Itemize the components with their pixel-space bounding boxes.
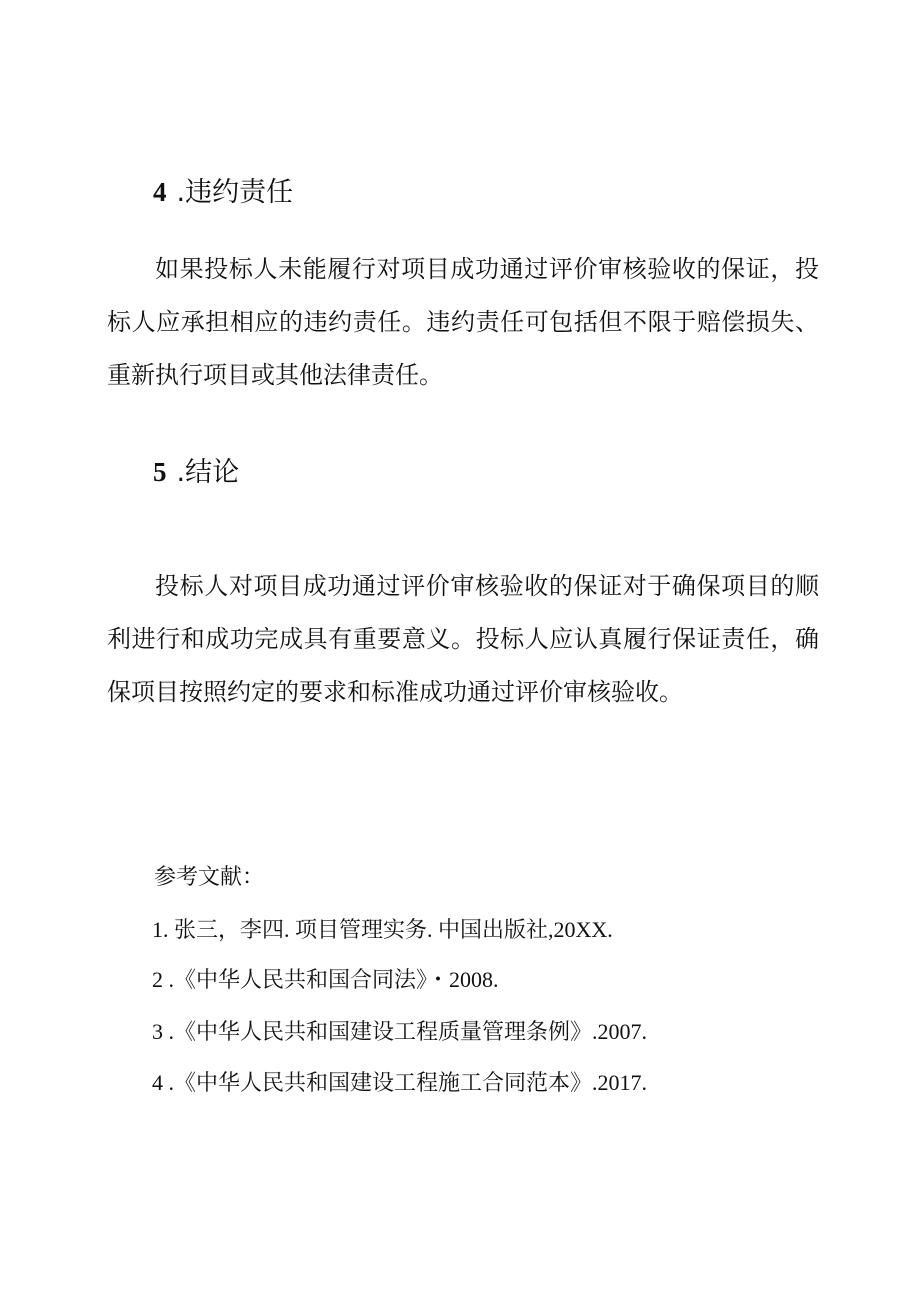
reference-item-4: 4 .《中华人民共和国建设工程施工合同范本》.2017. [152, 1070, 648, 1095]
section-5-paragraph: 投标人对项目成功通过评价审核验收的保证对于确保项目的顺利进行和成功完成具有重要意义。投标人应认真履行保证责任，确保项目按照约定的要求和标准成功通过评价审核验收。 [107, 572, 819, 706]
section-5-number: 5 [153, 457, 167, 487]
section-5-heading [153, 455, 239, 490]
reference-item-3: 3 .《中华人民共和国建设工程质量管理条例》.2007. [152, 1019, 648, 1044]
section-4-title: .违约责任 [176, 177, 294, 208]
reference-item-1: 1. 张三，李四. 项目管理实务. 中国出版社,20XX. [152, 917, 613, 942]
section-5-title: .结论 [176, 457, 240, 488]
references-title: 参考文献： [154, 865, 265, 890]
reference-item-2: 2 .《中华人民共和国合同法》・2008. [152, 967, 499, 992]
section-4-number: 4 [153, 177, 167, 207]
section-4-paragraph: 如果投标人未能履行对项目成功通过评价审核验收的保证，投标人应承担相应的违约责任。违约责任可包括但不限于赔偿损失、重新执行项目或其他法律责任。 [107, 255, 819, 389]
section-4-heading [153, 175, 293, 210]
